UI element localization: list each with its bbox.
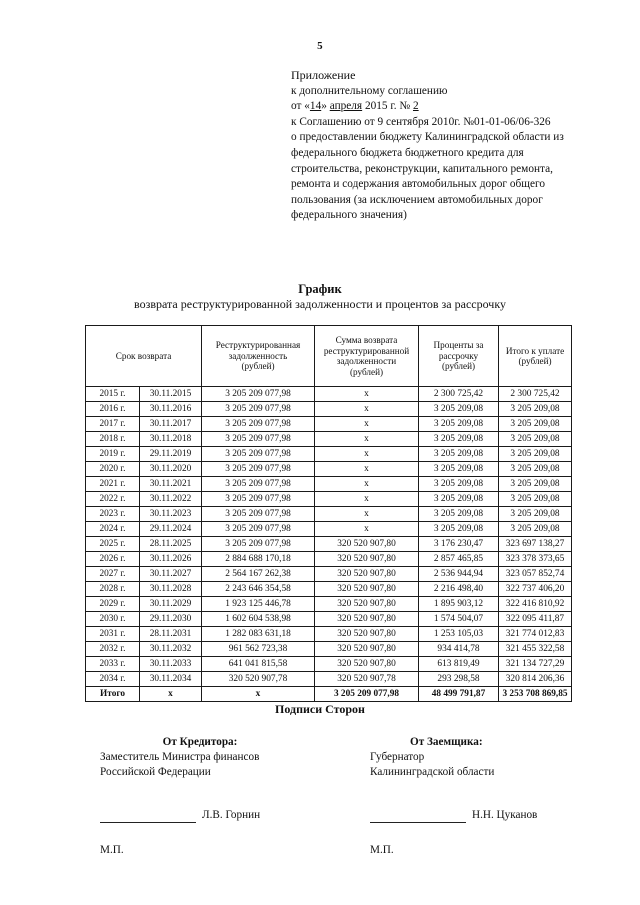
- table-row: [86, 537, 572, 552]
- cell-total-payable: 322 095 411,87: [499, 612, 572, 627]
- cell-restructured-debt: 2 243 646 354,58: [202, 582, 315, 597]
- table-row: [86, 612, 572, 627]
- table-total-row: [86, 687, 572, 702]
- cell-repayment-amount: 320 520 907,80: [315, 552, 419, 567]
- cell-year: 2018 г.: [86, 432, 140, 447]
- cell-interest: 293 298,58: [419, 672, 499, 687]
- cell-interest: 2 857 465,85: [419, 552, 499, 567]
- cell-total-payable: 3 205 209,08: [499, 417, 572, 432]
- borrower-stamp-label: М.П.: [370, 844, 394, 856]
- column-header-interest: [419, 326, 499, 387]
- cell-repayment-amount: x: [315, 417, 419, 432]
- cell-date: 30.11.2028: [140, 582, 202, 597]
- total-date: x: [140, 687, 202, 702]
- cell-date: 30.11.2018: [140, 432, 202, 447]
- header-interest-line2: рассрочку: [438, 350, 479, 361]
- cell-year: 2019 г.: [86, 447, 140, 462]
- header-agreement-number: 2: [412, 100, 419, 113]
- cell-repayment-amount: x: [315, 402, 419, 417]
- cell-repayment-amount: 320 520 907,80: [315, 537, 419, 552]
- cell-interest: 3 205 209,08: [419, 447, 499, 462]
- cell-date: 30.11.2020: [140, 462, 202, 477]
- header-repay-line4: (рублей): [349, 366, 384, 377]
- table-row: [86, 552, 572, 567]
- cell-repayment-amount: 320 520 907,80: [315, 657, 419, 672]
- cell-restructured-debt: 3 205 209 077,98: [202, 522, 315, 537]
- cell-restructured-debt: 3 205 209 077,98: [202, 402, 315, 417]
- cell-date: 30.11.2034: [140, 672, 202, 687]
- column-header-total-payable: [499, 326, 572, 387]
- schedule-table: [85, 325, 572, 702]
- total-restructured-debt: x: [202, 687, 315, 702]
- cell-date: 30.11.2022: [140, 492, 202, 507]
- table-row: [86, 642, 572, 657]
- cell-date: 30.11.2033: [140, 657, 202, 672]
- cell-repayment-amount: x: [315, 492, 419, 507]
- cell-interest: 3 205 209,08: [419, 462, 499, 477]
- creditor-stamp-label: М.П.: [100, 844, 124, 856]
- document-header-block: [291, 68, 583, 224]
- cell-year: 2031 г.: [86, 627, 140, 642]
- cell-year: 2025 г.: [86, 537, 140, 552]
- cell-repayment-amount: 320 520 907,78: [315, 672, 419, 687]
- cell-restructured-debt: 3 205 209 077,98: [202, 447, 315, 462]
- cell-year: 2029 г.: [86, 597, 140, 612]
- creditor-role-line1: Заместитель Министра финансов: [100, 751, 260, 763]
- cell-date: 29.11.2030: [140, 612, 202, 627]
- page-number: 5: [317, 40, 323, 52]
- cell-repayment-amount: x: [315, 522, 419, 537]
- table-row: [86, 387, 572, 402]
- header-date-day: 14: [309, 100, 322, 113]
- cell-year: 2022 г.: [86, 492, 140, 507]
- table-row: [86, 492, 572, 507]
- cell-date: 30.11.2021: [140, 477, 202, 492]
- cell-repayment-amount: x: [315, 387, 419, 402]
- cell-restructured-debt: 2 884 688 170,18: [202, 552, 315, 567]
- cell-total-payable: 323 378 373,65: [499, 552, 572, 567]
- table-row: [86, 477, 572, 492]
- cell-date: 29.11.2024: [140, 522, 202, 537]
- cell-date: 28.11.2031: [140, 627, 202, 642]
- cell-interest: 2 536 944,94: [419, 567, 499, 582]
- table-row: [86, 522, 572, 537]
- cell-total-payable: 321 455 322,58: [499, 642, 572, 657]
- header-restructured-line3: (рублей): [241, 361, 275, 372]
- cell-total-payable: 3 205 209,08: [499, 432, 572, 447]
- cell-date: 30.11.2027: [140, 567, 202, 582]
- cell-repayment-amount: x: [315, 477, 419, 492]
- total-label: Итого: [86, 687, 140, 702]
- cell-year: 2023 г.: [86, 507, 140, 522]
- cell-interest: 3 205 209,08: [419, 507, 499, 522]
- table-row: [86, 417, 572, 432]
- cell-year: 2032 г.: [86, 642, 140, 657]
- cell-total-payable: 321 774 012,83: [499, 627, 572, 642]
- header-restructured-line2: задолженность: [228, 350, 288, 361]
- header-line-appendix: Приложение: [291, 68, 356, 82]
- cell-restructured-debt: 1 282 083 631,18: [202, 627, 315, 642]
- cell-interest: 934 414,78: [419, 642, 499, 657]
- creditor-heading: От Кредитора:: [162, 736, 238, 748]
- cell-year: 2033 г.: [86, 657, 140, 672]
- header-date-mid: »: [321, 100, 330, 113]
- cell-total-payable: 323 057 852,74: [499, 567, 572, 582]
- cell-repayment-amount: 320 520 907,80: [315, 612, 419, 627]
- table-row: [86, 567, 572, 582]
- table-row: [86, 507, 572, 522]
- cell-date: 28.11.2025: [140, 537, 202, 552]
- column-header-restructured-debt: [202, 326, 315, 387]
- cell-date: 30.11.2026: [140, 552, 202, 567]
- borrower-role-line1: Губернатор: [370, 751, 425, 763]
- cell-total-payable: 2 300 725,42: [499, 387, 572, 402]
- cell-date: 30.11.2017: [140, 417, 202, 432]
- column-header-term: Срок возврата: [86, 326, 202, 387]
- cell-restructured-debt: 3 205 209 077,98: [202, 477, 315, 492]
- cell-total-payable: 323 697 138,27: [499, 537, 572, 552]
- table-row: [86, 462, 572, 477]
- page-title: График: [298, 282, 342, 296]
- header-repay-line2: реструктурированной: [323, 345, 410, 356]
- cell-year: 2030 г.: [86, 612, 140, 627]
- cell-restructured-debt: 3 205 209 077,98: [202, 432, 315, 447]
- cell-restructured-debt: 3 205 209 077,98: [202, 507, 315, 522]
- cell-repayment-amount: 320 520 907,80: [315, 627, 419, 642]
- cell-year: 2027 г.: [86, 567, 140, 582]
- header-total-line2: (рублей): [518, 356, 552, 366]
- creditor-signature-column: [100, 735, 340, 858]
- creditor-name: Л.В. Горнин: [202, 809, 261, 821]
- cell-restructured-debt: 3 205 209 077,98: [202, 417, 315, 432]
- cell-year: 2026 г.: [86, 552, 140, 567]
- table-row: [86, 672, 572, 687]
- table-header: [86, 326, 572, 387]
- cell-year: 2024 г.: [86, 522, 140, 537]
- signatures-title: Подписи Сторон: [275, 702, 365, 716]
- cell-restructured-debt: 3 205 209 077,98: [202, 537, 315, 552]
- cell-year: 2020 г.: [86, 462, 140, 477]
- cell-year: 2017 г.: [86, 417, 140, 432]
- cell-interest: 1 253 105,03: [419, 627, 499, 642]
- borrower-signature-line: [370, 808, 610, 823]
- cell-total-payable: 3 205 209,08: [499, 522, 572, 537]
- cell-interest: 3 205 209,08: [419, 492, 499, 507]
- table-row: [86, 597, 572, 612]
- total-interest: 48 499 791,87: [419, 687, 499, 702]
- cell-repayment-amount: x: [315, 507, 419, 522]
- header-line-subject: о предоставлении бюджету Калининградской области из федерального бюджета бюджетного кредита для строительства, реконструкции, капитального ремонта, ремонта и содержания автомобильных дорог общего пользования (за исключением автомобильных дорог федерального значения): [291, 131, 564, 222]
- cell-interest: 613 819,49: [419, 657, 499, 672]
- cell-interest: 2 300 725,42: [419, 387, 499, 402]
- cell-year: 2021 г.: [86, 477, 140, 492]
- header-total-line1: Итого к уплате: [505, 345, 565, 356]
- borrower-signature-column: [370, 735, 610, 858]
- column-header-repayment-amount: [315, 326, 419, 387]
- cell-total-payable: 322 737 406,20: [499, 582, 572, 597]
- cell-repayment-amount: 320 520 907,80: [315, 582, 419, 597]
- creditor-signature-rule: [100, 811, 196, 823]
- cell-interest: 3 205 209,08: [419, 477, 499, 492]
- cell-restructured-debt: 1 602 604 538,98: [202, 612, 315, 627]
- cell-restructured-debt: 641 041 815,58: [202, 657, 315, 672]
- cell-repayment-amount: 320 520 907,80: [315, 597, 419, 612]
- creditor-role-line2: Российской Федерации: [100, 766, 211, 778]
- cell-repayment-amount: 320 520 907,80: [315, 567, 419, 582]
- cell-date: 30.11.2015: [140, 387, 202, 402]
- header-date-prefix: от «: [291, 100, 310, 113]
- cell-restructured-debt: 961 562 723,38: [202, 642, 315, 657]
- cell-total-payable: 3 205 209,08: [499, 507, 572, 522]
- header-repay-line3: задолженности: [336, 356, 397, 366]
- page-subtitle: возврата реструктурированной задолженности и процентов за рассрочку: [134, 297, 506, 311]
- cell-interest: 1 895 903,12: [419, 597, 499, 612]
- table-row: [86, 402, 572, 417]
- cell-repayment-amount: x: [315, 432, 419, 447]
- header-interest-line3: (рублей): [441, 361, 476, 372]
- borrower-heading: От Заемщика:: [410, 736, 483, 748]
- table-row: [86, 447, 572, 462]
- cell-interest: 3 205 209,08: [419, 432, 499, 447]
- cell-date: 30.11.2023: [140, 507, 202, 522]
- cell-repayment-amount: x: [315, 447, 419, 462]
- header-line-date: [291, 99, 583, 115]
- cell-date: 30.11.2016: [140, 402, 202, 417]
- table-body: [86, 387, 572, 702]
- cell-interest: 1 574 504,07: [419, 612, 499, 627]
- signatures-block: [0, 735, 640, 865]
- cell-date: 30.11.2032: [140, 642, 202, 657]
- total-repayment-amount: 3 205 209 077,98: [315, 687, 419, 702]
- header-line-agreement: к дополнительному соглашению: [291, 84, 448, 97]
- cell-restructured-debt: 3 205 209 077,98: [202, 387, 315, 402]
- cell-restructured-debt: 320 520 907,78: [202, 672, 315, 687]
- cell-total-payable: 3 205 209,08: [499, 402, 572, 417]
- header-date-month: апреля: [329, 100, 363, 113]
- cell-date: 30.11.2029: [140, 597, 202, 612]
- cell-restructured-debt: 3 205 209 077,98: [202, 492, 315, 507]
- cell-interest: 3 205 209,08: [419, 522, 499, 537]
- cell-restructured-debt: 3 205 209 077,98: [202, 462, 315, 477]
- table-row: [86, 627, 572, 642]
- cell-total-payable: 321 134 727,29: [499, 657, 572, 672]
- cell-repayment-amount: 320 520 907,80: [315, 642, 419, 657]
- cell-date: 29.11.2019: [140, 447, 202, 462]
- cell-year: 2034 г.: [86, 672, 140, 687]
- cell-interest: 3 176 230,47: [419, 537, 499, 552]
- cell-year: 2016 г.: [86, 402, 140, 417]
- schedule-table-container: [85, 325, 571, 702]
- cell-interest: 3 205 209,08: [419, 417, 499, 432]
- table-header-row: [86, 326, 572, 387]
- borrower-signature-rule: [370, 811, 466, 823]
- header-interest-line1: Проценты за: [433, 340, 484, 351]
- cell-restructured-debt: 1 923 125 446,78: [202, 597, 315, 612]
- cell-total-payable: 3 205 209,08: [499, 447, 572, 462]
- creditor-signature-line: [100, 808, 340, 823]
- total-total-payable: 3 253 708 869,85: [499, 687, 572, 702]
- cell-interest: 2 216 498,40: [419, 582, 499, 597]
- header-restructured-line1: Реструктурированная: [215, 340, 301, 351]
- borrower-role-line2: Калининградской области: [370, 766, 495, 778]
- cell-total-payable: 322 416 810,92: [499, 597, 572, 612]
- table-row: [86, 657, 572, 672]
- cell-total-payable: 320 814 206,36: [499, 672, 572, 687]
- cell-year: 2015 г.: [86, 387, 140, 402]
- cell-year: 2028 г.: [86, 582, 140, 597]
- cell-total-payable: 3 205 209,08: [499, 462, 572, 477]
- cell-repayment-amount: x: [315, 462, 419, 477]
- cell-total-payable: 3 205 209,08: [499, 477, 572, 492]
- cell-restructured-debt: 2 564 167 262,38: [202, 567, 315, 582]
- borrower-name: Н.Н. Цуканов: [472, 809, 538, 821]
- table-row: [86, 582, 572, 597]
- cell-interest: 3 205 209,08: [419, 402, 499, 417]
- table-row: [86, 432, 572, 447]
- header-date-year: 2015 г. №: [362, 100, 413, 113]
- header-line-base-agreement: к Соглашению от 9 сентября 2010г. №01-01-06/06-326: [291, 115, 551, 128]
- header-repay-line1: Сумма возврата: [335, 335, 398, 345]
- cell-total-payable: 3 205 209,08: [499, 492, 572, 507]
